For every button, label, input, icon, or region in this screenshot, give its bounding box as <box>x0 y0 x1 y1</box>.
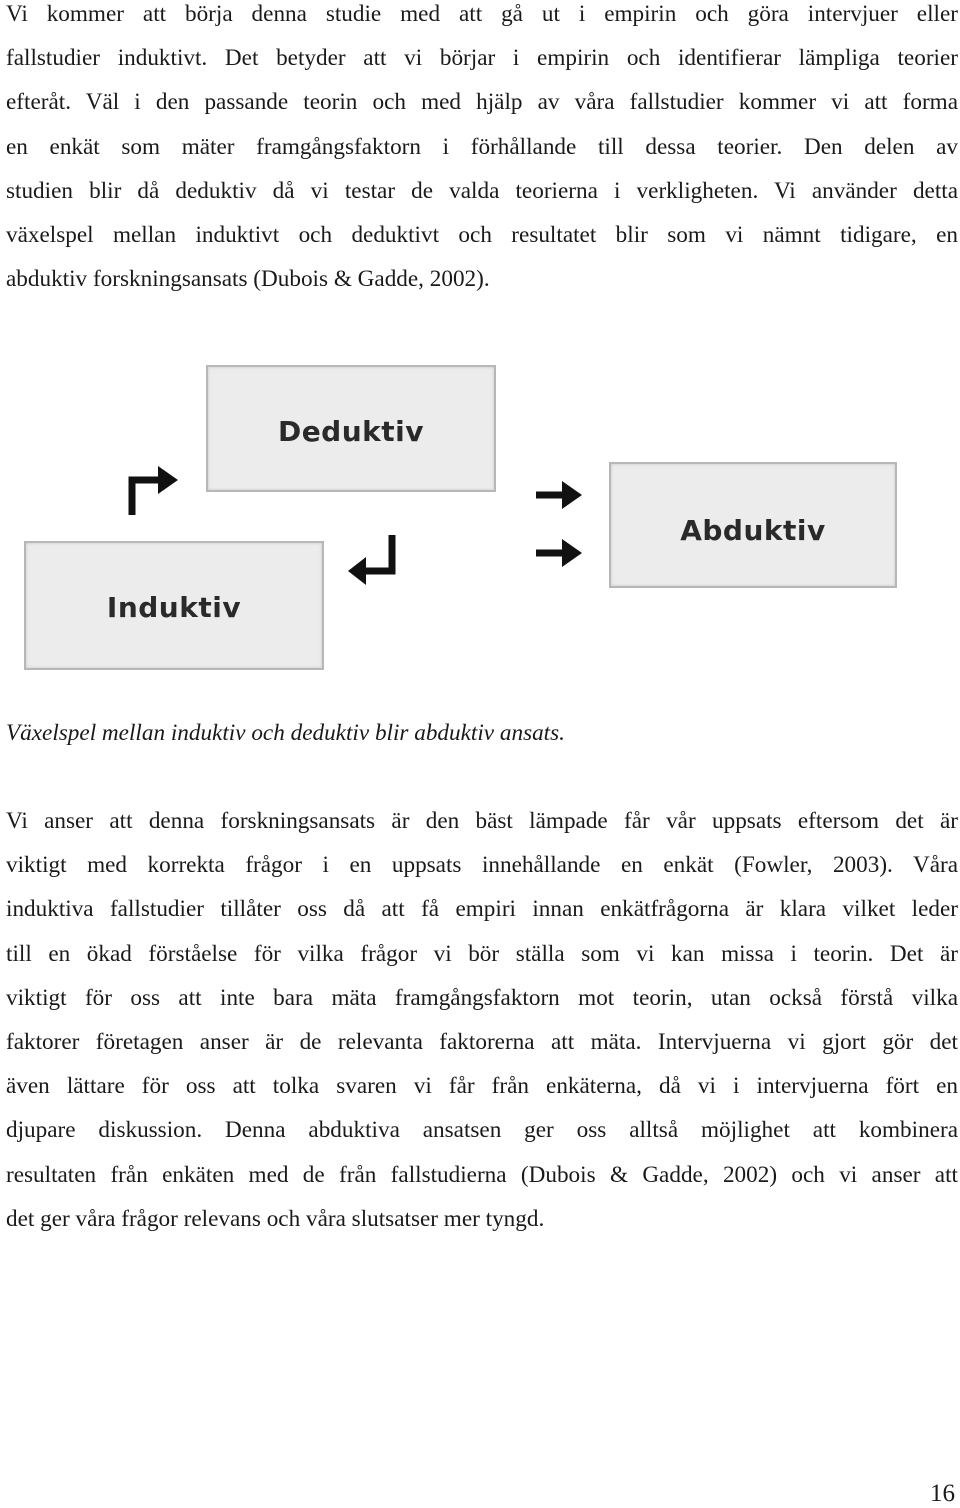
paragraph-line: efteråt. Väl i den passande teorin och med hjälp av våra fallstudier kommer vi att forma <box>6 89 958 116</box>
paragraph-line: en enkät som mäter framgångsfaktorn i förhållande till dessa teorier. Den delen av <box>6 133 958 160</box>
arrow-down-left-icon <box>346 535 398 587</box>
deduktiv-box <box>206 365 496 492</box>
paragraph-line: abduktiv forskningsansats (Dubois & Gadde, 2002). <box>6 266 490 293</box>
paragraph-line: även lättare för oss att tolka svaren vi får från enkäterna, då vi i intervjuerna fört en <box>6 1073 958 1100</box>
paragraph-2 <box>6 799 958 1241</box>
paragraph-line: viktigt för oss att inte bara mäta framgångsfaktorn mot teorin, utan också förstå vilka <box>6 984 958 1011</box>
paragraph-line: Vi kommer att börja denna studie med att gå ut i empirin och göra intervjuer eller <box>6 1 958 27</box>
paragraph-line: Vi anser att denna forskningsansats är den bäst lämpade får vår uppsats eftersom det är <box>6 808 958 834</box>
paragraph-line: fallstudier induktivt. Det betyder att vi börjar i empirin och identifierar lämpliga teorier <box>6 45 958 72</box>
induktiv-label: Induktiv <box>106 591 242 624</box>
figure-caption: Växelspel mellan induktiv och deduktiv blir abduktiv ansats. <box>6 720 565 746</box>
induktiv-box <box>24 541 324 670</box>
abduktiv-label: Abduktiv <box>680 513 826 547</box>
paragraph-line: faktorer företagen anser är de relevanta faktorerna att mäta. Intervjuerna vi gjort gör det <box>6 1029 958 1056</box>
paragraph-line: djupare diskussion. Denna abduktiva ansatsen ger oss alltså möjlighet att kombinera <box>6 1117 958 1144</box>
arrow-right-icon <box>534 478 584 512</box>
paragraph-line: viktigt med korrekta frågor i en uppsats innehållande en enkät (Fowler, 2003). Våra <box>6 852 958 879</box>
paragraph-line: till en ökad förståelse för vilka frågor vi bör ställa som vi kan missa i teorin. Det är <box>6 940 958 967</box>
arrow-right-icon <box>534 536 584 570</box>
paragraph-line: resultaten från enkäten med de från fallstudierna (Dubois & Gadde, 2002) och vi anser att <box>6 1161 958 1188</box>
paragraph-line: växelspel mellan induktivt och deduktivt och resultatet blir som vi nämnt tidigare, en <box>6 222 958 249</box>
arrow-up-right-icon <box>128 463 180 515</box>
abduktiv-box <box>609 462 897 588</box>
page-number: 16 <box>930 1480 955 1507</box>
paragraph-line: induktiva fallstudier tillåter oss då att få empiri innan enkätfrågorna är klara vilket leder <box>6 896 958 923</box>
paragraph-line: det ger våra frågor relevans och våra slutsatser mer tyngd. <box>6 1205 545 1232</box>
paragraph-1 <box>6 0 958 301</box>
deduktiv-label: Deduktiv <box>277 415 425 448</box>
paragraph-line: studien blir då deduktiv då vi testar de valda teorierna i verkligheten. Vi använder detta <box>6 177 958 204</box>
